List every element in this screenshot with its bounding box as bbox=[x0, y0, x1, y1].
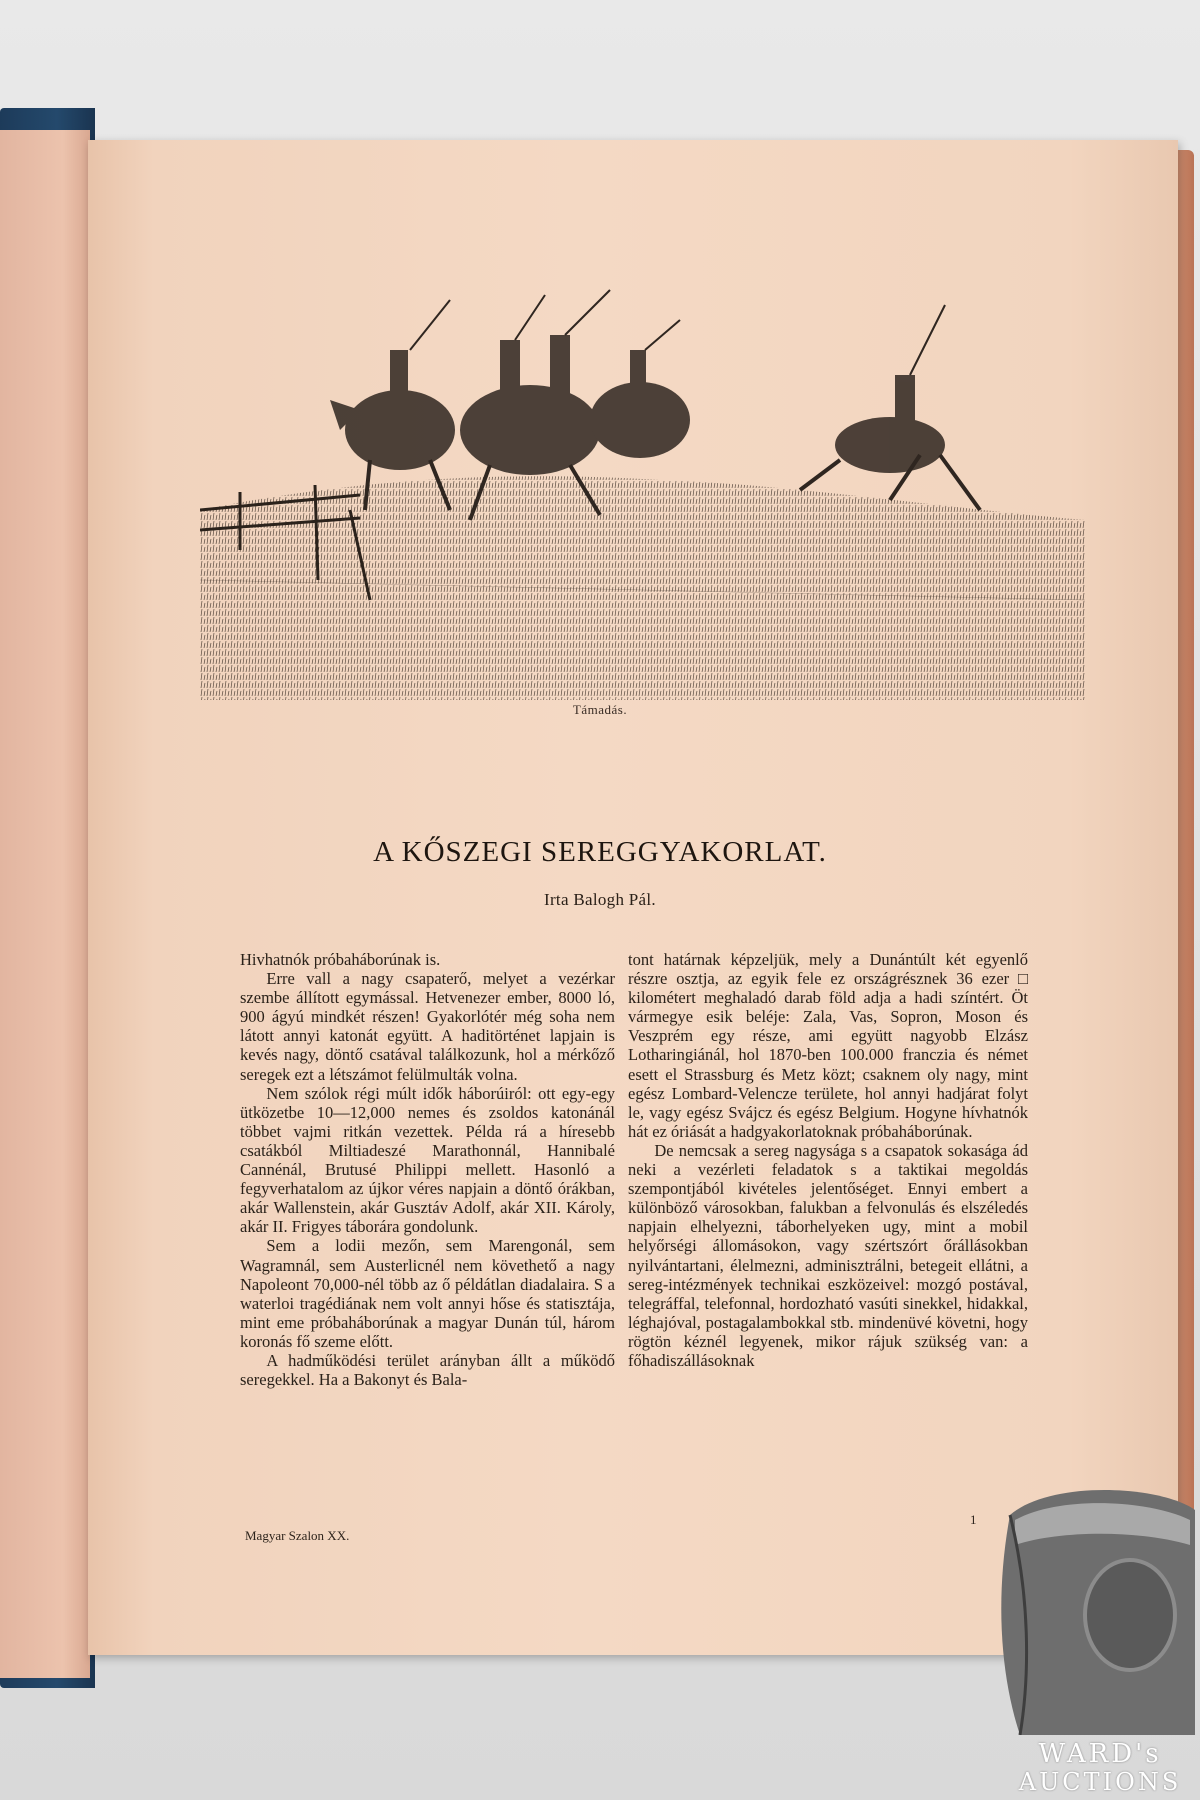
publication-footer: Magyar Szalon XX. bbox=[245, 1528, 350, 1543]
article-title: A KŐSZEGI SEREGGYAKORLAT. bbox=[373, 836, 827, 868]
watermark-line-1: WARD's bbox=[1038, 1739, 1162, 1769]
illustration-caption: Támadás. bbox=[572, 702, 628, 717]
cavalry-charge-illustration bbox=[200, 280, 1085, 700]
inkwell-icon bbox=[990, 1475, 1200, 1735]
watermark-line-2: AUCTIONS bbox=[1018, 1768, 1182, 1796]
paragraph: Sem a lodii mezőn, sem Marengonál, sem Wagramnál, sem Austerlicnél nem követhető a nagy Napoleont 70,000-nél több az ő példátlan diadalaira. S a waterloi tragédiának nem volt annyi hőse és statisztája, mint eme próbaháborúnak a magyar Dunán túl, három koronás fő szeme előtt. bbox=[240, 1236, 615, 1351]
article-left-column bbox=[240, 950, 615, 1389]
page-number: 1 bbox=[970, 1512, 977, 1527]
paragraph: Hivhatnók próbaháborúnak is. bbox=[240, 950, 441, 969]
pewter-inkwell bbox=[990, 1475, 1200, 1735]
article-byline: Irta Balogh Pál. bbox=[544, 890, 656, 909]
paragraph: A hadműködési terület arányban állt a működő seregekkel. Ha a Bakonyt és Bala- bbox=[240, 1350, 615, 1390]
article-right-column bbox=[628, 950, 1028, 1370]
paragraph: Erre vall a nagy csapaterő, melyet a vezérkar szembe állított egymással. Hetvenezer ember, 8000 ló, 900 ágyú mindkét részen! Gyakorlótér még soha nem látott annyi katonát együtt. A haditörténet lapjain is kevés nagy, döntő csatával találkozunk, hol a mérkőző seregek ezt a létszámot felülmulták volna. bbox=[240, 969, 615, 1084]
paragraph: Nem szólok régi múlt idők háborúiról: ott egy-egy ütközetbe 10—12,000 nemes és zsoldos katonánál többet vajmi ritkán vezettek. Példa rá a híresebb csatákból Miltiadeszé Marathonnál, Hannibalé Cannénál, Brutusé Philippi mellett. Hasonló a fegyverhatalom az újkor véres napjain a döntő órákban, akár Wallenstein, akár Gusztáv Adolf, akár XII. Károly, akár II. Frigyes táborára gondolunk. bbox=[240, 1083, 615, 1237]
cavalry-charge-engraving-icon bbox=[200, 280, 1085, 700]
auction-watermark bbox=[1000, 1740, 1200, 1796]
paragraph: De nemcsak a sereg nagysága s a csapatok sokasága ád neki a vezérleti feladatok s a taktikai megoldás szempontjából kivételes jelentőséget. Ennyi embert a különböző városokban, falukban a felvonulás és elszéledés napjain elhelyezni, táborhelyeken ugy, mint a mobil helyőrségi állomásokon, vagy szértszórt őrállásokban nyilvántartani, élelmezni, adminisztrálni, betegeit ellátni, a sereg-intézmények technikai eszközeivel: mozgó postával, telegráffal, telefonnal, hordozható vasúti sinekkel, hidakkal, léghajóval, postagalambokkal stb. mindenüvé követni, hogy rögtön kéznél legyenek, mikor rájuk szükség van: a főhadiszállásoknak bbox=[628, 1140, 1028, 1370]
paragraph: tont határnak képzeljük, mely a Dunántúlt két egyenlő részre osztja, az egyik fele ez országrésznek 36 ezer □ kilométert meghaladó darab föld adja a hadi színtért. Öt vármegye esik beléje: Zala, Vas, Sopron, Moson és Veszprém egy része, ami együtt nagyobb Elzász Lotharingiánál, hol 1870-ben 100.000 franczia és német esett el Strassburg és Metz közt; csaknem oly nagy, mint egész Lombard-Velencze területe, hol annyi hadjárat folyt le, vagy egész Svájcz és egész Belgium. Hogyne hívhatnók hát ez óriását a hadgyakorlatoknak próbaháborúnak. bbox=[628, 950, 1028, 1141]
